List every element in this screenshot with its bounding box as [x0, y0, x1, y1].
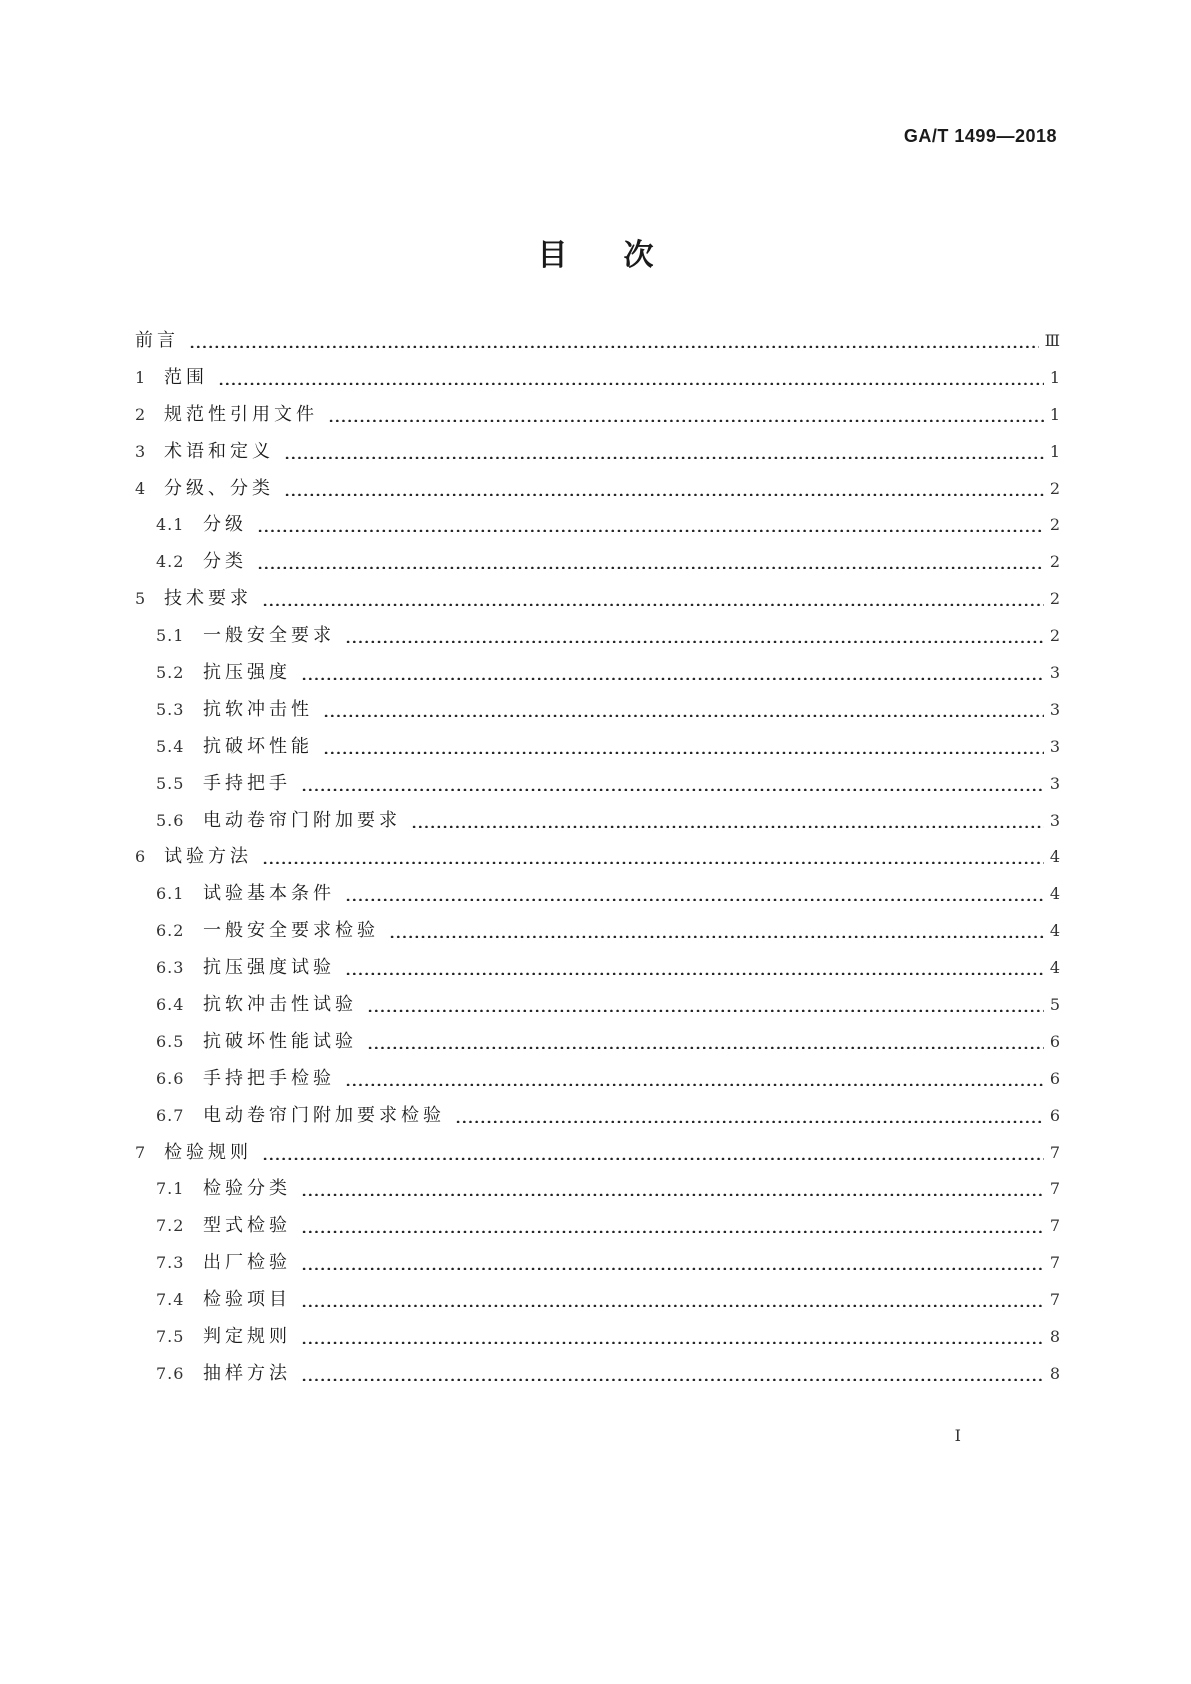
toc-entry-page: 7: [1049, 1253, 1060, 1273]
toc-entry-number: 7.6: [156, 1363, 185, 1383]
toc-entry-number: 5.5: [156, 773, 185, 793]
dot-leader: [455, 1103, 1044, 1123]
dot-leader: [323, 697, 1044, 717]
toc-entry[interactable]: [135, 732, 1060, 769]
toc-entry-number: 7.3: [156, 1253, 185, 1273]
toc-entry[interactable]: [135, 695, 1060, 732]
toc-entry-title: 前言: [135, 330, 179, 351]
toc-entry-title: 检验项目: [203, 1289, 291, 1311]
dot-leader: [301, 1213, 1044, 1233]
toc-entry[interactable]: [135, 1138, 1060, 1175]
toc-entry[interactable]: [135, 1359, 1060, 1396]
toc-entry-title: 抗破坏性能试验: [203, 1030, 357, 1052]
toc-entry[interactable]: [135, 806, 1060, 843]
toc-entry-number: 5.6: [156, 810, 185, 830]
dot-leader: [345, 881, 1044, 901]
toc-entry-number: 7.1: [156, 1179, 185, 1199]
toc-entry-title: 抗压强度: [203, 662, 291, 684]
toc-entry-number: 6.4: [156, 995, 185, 1015]
dot-leader: [345, 955, 1044, 975]
toc-entry[interactable]: [135, 437, 1060, 474]
toc-entry-page: 5: [1049, 995, 1060, 1015]
dot-leader: [301, 660, 1044, 680]
toc-entry[interactable]: [135, 1322, 1060, 1359]
toc-entry-title: 抗压强度试验: [203, 957, 335, 979]
toc-entry-title: 判定规则: [203, 1326, 291, 1348]
toc-entry[interactable]: [135, 547, 1060, 584]
toc-entry-number: 4.2: [156, 552, 185, 572]
toc-entry-page: 3: [1049, 810, 1060, 830]
toc-entry[interactable]: [135, 879, 1060, 916]
toc-entry[interactable]: [135, 1211, 1060, 1248]
toc-entry-page: 6: [1049, 1031, 1060, 1051]
toc-entry[interactable]: [135, 510, 1060, 547]
toc-entry-title: 出厂检验: [203, 1252, 291, 1274]
toc-entry[interactable]: [135, 916, 1060, 953]
toc-entry-number: 6.6: [156, 1068, 185, 1088]
toc-entry-page: 3: [1049, 736, 1060, 756]
toc-entry-number: 4: [135, 478, 147, 498]
dot-leader: [189, 328, 1039, 348]
dot-leader: [301, 1250, 1044, 1270]
toc-entry-title: 抗软冲击性: [203, 698, 313, 720]
toc-entry-page: 4: [1049, 958, 1060, 978]
toc-entry-page: 3: [1049, 663, 1060, 683]
toc-entry[interactable]: [135, 1174, 1060, 1211]
toc-entry-page: 1: [1049, 404, 1060, 424]
dot-leader: [262, 586, 1044, 606]
toc-entry-title: 检验规则: [164, 1141, 252, 1163]
toc-entry-title: 分级: [203, 514, 247, 536]
toc-entry[interactable]: [135, 842, 1060, 879]
toc-entry-number: 7.4: [156, 1290, 185, 1310]
dot-leader: [284, 476, 1044, 496]
toc-entry-page: 6: [1049, 1105, 1060, 1125]
toc-entry-title: 试验基本条件: [203, 883, 335, 905]
toc-entry-title: 电动卷帘门附加要求检验: [203, 1104, 445, 1126]
toc-entry[interactable]: [135, 1027, 1060, 1064]
toc-entry-number: 5.3: [156, 699, 185, 719]
toc-entry-number: 6.3: [156, 958, 185, 978]
dot-leader: [367, 992, 1044, 1012]
toc-entry-page: 4: [1049, 884, 1060, 904]
toc-entry-page: 4: [1049, 847, 1060, 867]
toc-entry-title: 抗破坏性能: [203, 735, 313, 757]
toc-entry-page: 4: [1049, 921, 1060, 941]
toc-entry-number: 5.1: [156, 626, 185, 646]
toc-entry-number: 6.5: [156, 1031, 185, 1051]
toc-entry-title: 电动卷帘门附加要求: [203, 809, 401, 831]
toc-entry-title: 手持把手检验: [203, 1067, 335, 1089]
toc-entry-number: 7.5: [156, 1327, 185, 1347]
toc-entry-page: 1: [1049, 367, 1060, 387]
toc-entry-number: 6: [135, 847, 147, 867]
toc-entry[interactable]: [135, 584, 1060, 621]
toc-entry-title: 分级、分类: [164, 477, 274, 499]
dot-leader: [328, 402, 1044, 422]
toc-entry-title: 一般安全要求: [203, 625, 335, 647]
toc-entry-number: 4.1: [156, 515, 185, 535]
toc-entry[interactable]: [135, 400, 1060, 437]
toc-entry-page: 2: [1049, 589, 1060, 609]
toc-entry[interactable]: [135, 474, 1060, 511]
toc-entry-number: 6.1: [156, 884, 185, 904]
dot-leader: [284, 439, 1044, 459]
toc-entry[interactable]: [135, 990, 1060, 1027]
toc-entry-title: 抽样方法: [203, 1362, 291, 1384]
toc-entry-page: 2: [1049, 626, 1060, 646]
toc-entry-page: 7: [1049, 1290, 1060, 1310]
table-of-contents: [135, 326, 1060, 1396]
dot-leader: [301, 1176, 1044, 1196]
toc-entry[interactable]: [135, 1064, 1060, 1101]
toc-entry-number: 7: [135, 1142, 147, 1162]
toc-entry-page: 8: [1049, 1363, 1060, 1383]
toc-entry-title: 抗软冲击性试验: [203, 994, 357, 1016]
dot-leader: [218, 365, 1044, 385]
toc-entry-number: 5: [135, 589, 147, 609]
toc-entry-page: 2: [1049, 478, 1060, 498]
toc-entry-page: 3: [1049, 773, 1060, 793]
toc-entry-page: 2: [1049, 515, 1060, 535]
toc-entry-number: 6.2: [156, 921, 185, 941]
toc-entry-number: 7.2: [156, 1216, 185, 1236]
toc-entry-page: 7: [1049, 1179, 1060, 1199]
dot-leader: [257, 549, 1044, 569]
dot-leader: [389, 918, 1044, 938]
toc-entry-title: 范围: [164, 366, 208, 388]
toc-entry-page: 7: [1049, 1216, 1060, 1236]
page-number: I: [954, 1426, 961, 1445]
toc-entry[interactable]: [135, 1248, 1060, 1285]
toc-entry-page: 7: [1049, 1142, 1060, 1162]
toc-entry-title: 型式检验: [203, 1215, 291, 1237]
toc-entry-number: 1: [135, 367, 147, 387]
toc-entry-page: 6: [1049, 1068, 1060, 1088]
toc-entry-title: 技术要求: [164, 588, 252, 610]
toc-entry-title: 检验分类: [203, 1178, 291, 1200]
dot-leader: [301, 1324, 1044, 1344]
standard-code: GA/T 1499—2018: [903, 126, 1057, 146]
toc-entry-number: 5.2: [156, 663, 185, 683]
toc-entry[interactable]: [135, 1101, 1060, 1138]
toc-entry[interactable]: [135, 658, 1060, 695]
toc-entry-number: 6.7: [156, 1105, 185, 1125]
toc-entry-title: 一般安全要求检验: [203, 920, 379, 942]
dot-leader: [367, 1029, 1044, 1049]
dot-leader: [411, 808, 1044, 828]
dot-leader: [262, 844, 1044, 864]
toc-entry-page: 8: [1049, 1327, 1060, 1347]
toc-entry-number: 3: [135, 441, 147, 461]
toc-entry-number: 5.4: [156, 736, 185, 756]
dot-leader: [345, 623, 1044, 643]
dot-leader: [257, 512, 1044, 532]
toc-entry-page: 1: [1049, 441, 1060, 461]
toc-entry[interactable]: [135, 621, 1060, 658]
toc-entry-title: 试验方法: [164, 846, 252, 868]
dot-leader: [301, 1361, 1044, 1381]
toc-entry[interactable]: [135, 326, 1060, 363]
dot-leader: [323, 734, 1044, 754]
dot-leader: [262, 1140, 1044, 1160]
dot-leader: [345, 1066, 1044, 1086]
toc-entry-title: 分类: [203, 551, 247, 573]
toc-entry-title: 术语和定义: [164, 440, 274, 462]
toc-entry-page: 2: [1049, 552, 1060, 572]
dot-leader: [301, 1287, 1044, 1307]
page-title: 目次: [537, 238, 710, 273]
toc-entry-page: 3: [1049, 699, 1060, 719]
toc-entry-page: Ⅲ: [1044, 331, 1060, 350]
toc-entry[interactable]: [135, 769, 1060, 806]
toc-entry-number: 2: [135, 404, 147, 424]
toc-entry-title: 手持把手: [203, 772, 291, 794]
toc-entry-title: 规范性引用文件: [164, 403, 318, 425]
toc-entry[interactable]: [135, 363, 1060, 400]
dot-leader: [301, 771, 1044, 791]
toc-entry[interactable]: [135, 1285, 1060, 1322]
toc-entry[interactable]: [135, 953, 1060, 990]
